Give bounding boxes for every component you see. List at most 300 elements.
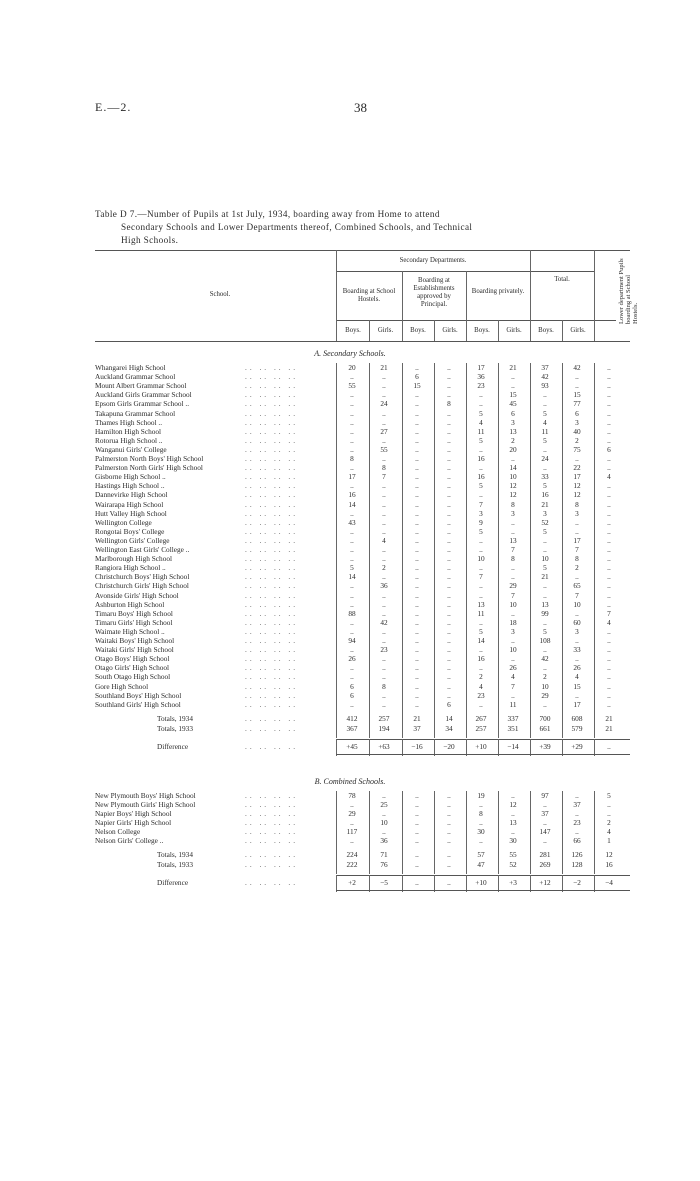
cell-value: 10: [541, 554, 549, 564]
cell-value: 16: [605, 860, 613, 870]
cell-value: +2: [348, 878, 356, 888]
cell-value: ..: [415, 636, 419, 645]
school-name: Auckland Girls Grammar School: [95, 390, 192, 400]
school-name: Waitaki Girls' High School: [95, 645, 174, 655]
cell-value: ..: [575, 526, 579, 536]
school-name: Wairarapa High School: [95, 499, 164, 509]
cell-value: ..: [543, 818, 547, 828]
cell-value: +12: [539, 878, 551, 888]
cell-value: ..: [382, 508, 386, 518]
cell-value: ..: [415, 672, 419, 682]
cell-value: ..: [382, 490, 386, 500]
leader-dots: .. .. .. ..: [245, 790, 299, 800]
cell-value: ..: [607, 499, 611, 509]
cell-value: ..: [447, 636, 451, 645]
cell-value: 8: [575, 554, 579, 564]
school-name: Christchurch Boys' High School: [95, 572, 190, 582]
cell-value: 5: [607, 790, 611, 800]
cell-value: 224: [346, 850, 358, 860]
difference-row: [95, 878, 630, 888]
cell-value: ..: [350, 836, 354, 846]
table-row: [95, 700, 630, 710]
cell-value: 3: [479, 508, 483, 518]
cell-value: ..: [382, 626, 386, 636]
cell-value: 5: [543, 408, 547, 418]
leader-dots: .. .. .. ..: [245, 608, 299, 618]
cell-value: 17: [348, 472, 356, 482]
leader-dots: .. .. .. ..: [245, 636, 299, 645]
cell-value: 60: [573, 617, 581, 627]
cell-value: ..: [350, 699, 354, 709]
cell-value: 108: [539, 636, 551, 645]
cell-value: 351: [507, 723, 519, 733]
cell-value: 21: [413, 713, 421, 723]
cell-value: ..: [415, 809, 419, 818]
cell-value: −16: [411, 741, 423, 751]
cell-value: ..: [350, 590, 354, 600]
cell-value: 93: [541, 381, 549, 391]
leader-dots: .. .. .. ..: [245, 363, 299, 372]
leader-dots: .. .. .. ..: [245, 809, 299, 818]
cell-value: ..: [575, 827, 579, 837]
cell-value: ..: [511, 572, 515, 582]
document-code: E.—2.: [95, 100, 132, 114]
cell-value: 4: [382, 535, 386, 545]
header-bottom-rule: [95, 341, 630, 342]
cell-value: ..: [511, 809, 515, 818]
cell-value: ..: [382, 790, 386, 800]
cell-value: ..: [607, 699, 611, 709]
cell-value: ..: [447, 381, 451, 391]
cell-value: ..: [415, 608, 419, 618]
cell-value: ..: [382, 526, 386, 536]
col-divider: [402, 791, 403, 875]
cell-value: 33: [541, 472, 549, 482]
cell-value: ..: [511, 790, 515, 800]
cell-value: ..: [350, 481, 354, 491]
leader-dots: .. .. .. ..: [245, 690, 299, 700]
leader-dots: .. .. .. ..: [245, 723, 299, 733]
cell-value: 6: [350, 681, 354, 691]
col-divider: [466, 791, 467, 875]
cell-value: 14: [348, 572, 356, 582]
cell-value: ..: [607, 390, 611, 400]
cell-value: 29: [348, 809, 356, 818]
cell-value: ..: [543, 545, 547, 554]
cell-value: ..: [575, 636, 579, 645]
cell-value: 14: [445, 713, 453, 723]
cell-value: 52: [509, 860, 517, 870]
cell-value: 10: [380, 818, 388, 828]
cell-value: ..: [382, 572, 386, 582]
cell-value: 19: [477, 790, 485, 800]
cell-value: ..: [350, 535, 354, 545]
caption-line-3: High Schools.: [121, 235, 179, 245]
cell-value: ..: [350, 390, 354, 400]
cell-value: ..: [607, 535, 611, 545]
cell-value: 23: [573, 818, 581, 828]
cell-value: ..: [479, 490, 483, 500]
cell-value: ..: [447, 481, 451, 491]
cell-value: ..: [415, 818, 419, 828]
cell-value: ..: [447, 563, 451, 573]
section-title: B. Combined Schools.: [314, 776, 386, 786]
cell-value: 42: [573, 363, 581, 372]
cell-value: ..: [350, 581, 354, 591]
leader-dots: .. .. .. ..: [245, 426, 299, 436]
cell-value: 3: [575, 626, 579, 636]
cell-value: 24: [380, 399, 388, 409]
cell-value: ..: [511, 454, 515, 463]
cell-value: ..: [382, 554, 386, 564]
cell-value: 10: [509, 645, 517, 655]
cell-value: ..: [447, 818, 451, 828]
school-name: South Otago High School: [95, 672, 171, 682]
cell-value: ..: [607, 626, 611, 636]
cell-value: ..: [415, 481, 419, 491]
cell-value: 2: [575, 563, 579, 573]
cell-value: ..: [447, 390, 451, 400]
caption-line-2: Secondary Schools and Lower Departments thereof, Combined Schools, and Technical: [121, 222, 473, 232]
school-name: Southland Boys' High School: [95, 690, 182, 700]
cell-value: 8: [575, 499, 579, 509]
cell-value: ..: [382, 599, 386, 609]
cell-value: ..: [350, 818, 354, 828]
cell-value: 7: [511, 681, 515, 691]
boarding-establishments-header: Boarding at Establishments approved by Principal.: [413, 277, 455, 308]
cell-value: ..: [447, 860, 451, 870]
school-name: Difference: [157, 741, 189, 751]
cell-value: ..: [479, 836, 483, 846]
cell-value: 4: [575, 672, 579, 682]
cell-value: 12: [509, 481, 517, 491]
cell-value: ..: [607, 381, 611, 391]
school-name: Rangiora High School ..: [95, 563, 166, 573]
cell-value: ..: [607, 681, 611, 691]
cell-value: ..: [415, 699, 419, 709]
cell-value: ..: [350, 417, 354, 427]
school-name: Whangarei High School: [95, 363, 166, 372]
cell-value: ..: [382, 435, 386, 445]
school-name: Otago Girls' High School: [95, 663, 170, 673]
cell-value: 3: [575, 417, 579, 427]
cell-value: ..: [415, 663, 419, 673]
lower-department-header: Lower department Pupils boarding at School Hostels.: [618, 258, 639, 324]
cell-value: 10: [509, 472, 517, 482]
cell-value: ..: [479, 463, 483, 473]
table-row: [95, 836, 630, 846]
cell-value: +39: [539, 741, 551, 751]
leader-dots: .. .. .. ..: [245, 663, 299, 673]
cell-value: 257: [475, 723, 487, 733]
difference-row: [95, 742, 630, 752]
cell-value: 29: [509, 581, 517, 591]
cell-value: 37: [573, 799, 581, 809]
cell-value: 99: [541, 608, 549, 618]
cell-value: ..: [415, 654, 419, 664]
cell-value: ..: [382, 381, 386, 391]
cell-value: 21: [541, 499, 549, 509]
boarding-hostels-header: Boarding at School Hostels.: [342, 288, 396, 303]
cell-value: ..: [543, 645, 547, 655]
school-name: Palmerston North Girls' High School: [95, 463, 203, 473]
cell-value: 14: [348, 499, 356, 509]
col-divider: [336, 791, 337, 875]
boys-header: Boys.: [345, 327, 361, 334]
cell-value: ..: [415, 617, 419, 627]
cell-value: 4: [607, 617, 611, 627]
cell-value: ..: [382, 417, 386, 427]
cell-value: ..: [607, 809, 611, 818]
cell-value: 5: [543, 435, 547, 445]
school-name: Epsom Girls Grammar School ..: [95, 399, 190, 409]
cell-value: ..: [447, 827, 451, 837]
cell-value: 21: [541, 572, 549, 582]
cell-value: 5: [479, 481, 483, 491]
cell-value: 13: [509, 426, 517, 436]
cell-value: ..: [447, 681, 451, 691]
school-name: New Plymouth Boys' High School: [95, 790, 196, 800]
cell-value: 11: [509, 699, 517, 709]
col-divider: [594, 250, 595, 341]
cell-value: ..: [447, 535, 451, 545]
cell-value: ..: [350, 617, 354, 627]
cell-value: 17: [573, 699, 581, 709]
cell-value: 16: [541, 490, 549, 500]
cell-value: ..: [543, 617, 547, 627]
cell-value: ..: [607, 408, 611, 418]
leader-dots: .. .. .. ..: [245, 590, 299, 600]
cell-value: 8: [479, 809, 483, 818]
leader-dots: .. .. .. ..: [245, 535, 299, 545]
cell-value: ..: [350, 526, 354, 536]
girls-header: Girls.: [506, 327, 522, 334]
cell-value: 15: [509, 390, 517, 400]
cell-value: ..: [607, 741, 611, 751]
cell-value: ..: [382, 809, 386, 818]
cell-value: ..: [479, 590, 483, 600]
cell-value: 11: [541, 426, 549, 436]
cell-value: 608: [571, 713, 583, 723]
school-name: Totals, 1933: [157, 723, 193, 733]
cell-value: 21: [509, 363, 517, 372]
leader-dots: .. .. .. ..: [245, 799, 299, 809]
difference-rule: [336, 875, 630, 876]
cell-value: 30: [477, 827, 485, 837]
school-name: Christchurch Girls' High School: [95, 581, 189, 591]
cell-value: 2: [607, 818, 611, 828]
cell-value: 21: [380, 363, 388, 372]
cell-value: 11: [477, 608, 485, 618]
cell-value: 661: [539, 723, 551, 733]
cell-value: ..: [415, 860, 419, 870]
cell-value: ..: [607, 554, 611, 564]
cell-value: ..: [415, 517, 419, 527]
cell-value: 8: [511, 554, 515, 564]
cell-value: ..: [382, 372, 386, 382]
cell-value: 7: [575, 590, 579, 600]
cell-value: ..: [575, 690, 579, 700]
cell-value: 4: [479, 417, 483, 427]
cell-value: 23: [477, 381, 485, 391]
cell-value: −14: [507, 741, 519, 751]
cell-value: −5: [380, 878, 388, 888]
cell-value: 5: [479, 626, 483, 636]
totals-row: [95, 714, 630, 724]
school-name: New Plymouth Girls' High School: [95, 799, 196, 809]
cell-value: 6: [447, 699, 451, 709]
cell-value: 2: [479, 672, 483, 682]
col-divider: [369, 791, 370, 875]
cell-value: ..: [382, 827, 386, 837]
cell-value: 12: [573, 490, 581, 500]
cell-value: ..: [415, 545, 419, 554]
leader-dots: .. .. .. ..: [245, 454, 299, 463]
leader-dots: .. .. .. ..: [245, 836, 299, 846]
cell-value: ..: [511, 827, 515, 837]
cell-value: ..: [382, 690, 386, 700]
cell-value: ..: [607, 526, 611, 536]
cell-value: ..: [607, 545, 611, 554]
cell-value: ..: [447, 626, 451, 636]
cell-value: ..: [511, 526, 515, 536]
leader-dots: .. .. .. ..: [245, 508, 299, 518]
col-divider: [369, 363, 370, 738]
cell-value: ..: [479, 617, 483, 627]
cell-value: 10: [509, 599, 517, 609]
cell-value: ..: [575, 372, 579, 382]
cell-value: 367: [346, 723, 358, 733]
leader-dots: .. .. .. ..: [245, 517, 299, 527]
cell-value: ..: [415, 463, 419, 473]
cell-value: 37: [541, 363, 549, 372]
leader-dots: .. .. .. ..: [245, 645, 299, 655]
cell-value: 147: [539, 827, 551, 837]
cell-value: 2: [575, 435, 579, 445]
cell-value: 40: [573, 426, 581, 436]
cell-value: 3: [511, 626, 515, 636]
cell-value: ..: [575, 809, 579, 818]
col-divider: [562, 791, 563, 875]
cell-value: 21: [605, 723, 613, 733]
col-divider: [530, 363, 531, 738]
cell-value: ..: [543, 799, 547, 809]
cell-value: 4: [607, 827, 611, 837]
cell-value: ..: [350, 399, 354, 409]
school-name: Napier Boys' High School: [95, 809, 172, 818]
cell-value: 2: [382, 563, 386, 573]
cell-value: ..: [511, 517, 515, 527]
cell-value: ..: [479, 444, 483, 454]
cell-value: ..: [447, 363, 451, 372]
cell-value: ..: [479, 799, 483, 809]
cell-value: ..: [511, 381, 515, 391]
secondary-dept-rule: [336, 271, 594, 272]
cell-value: ..: [543, 699, 547, 709]
cell-value: 12: [573, 481, 581, 491]
cell-value: ..: [382, 517, 386, 527]
cell-value: 5: [350, 563, 354, 573]
cell-value: 1: [607, 836, 611, 846]
cell-value: +45: [346, 741, 358, 751]
boarding-privately-header: Boarding privately.: [471, 288, 525, 295]
cell-value: 5: [479, 526, 483, 536]
cell-value: 52: [541, 517, 549, 527]
cell-value: ..: [543, 663, 547, 673]
cell-value: 26: [348, 654, 356, 664]
cell-value: 222: [346, 860, 358, 870]
cell-value: ..: [415, 572, 419, 582]
cell-value: 22: [573, 463, 581, 473]
col-divider: [434, 791, 435, 875]
cell-value: 5: [543, 626, 547, 636]
cell-value: ..: [575, 608, 579, 618]
cell-value: 27: [380, 426, 388, 436]
cell-value: ..: [447, 435, 451, 445]
cell-value: 88: [348, 608, 356, 618]
cell-value: 3: [511, 508, 515, 518]
cell-value: ..: [447, 850, 451, 860]
cell-value: 20: [348, 363, 356, 372]
cell-value: ..: [415, 878, 419, 888]
cell-value: 5: [543, 526, 547, 536]
cell-value: 4: [607, 472, 611, 482]
cell-value: ..: [415, 790, 419, 800]
leader-dots: .. .. .. ..: [245, 654, 299, 664]
cell-value: ..: [447, 372, 451, 382]
leader-dots: .. .. .. ..: [245, 860, 299, 870]
difference-rule: [336, 754, 630, 755]
cell-value: 25: [380, 799, 388, 809]
table-caption: [95, 208, 630, 247]
cell-value: 36: [380, 836, 388, 846]
col-divider: [530, 791, 531, 875]
cell-value: 5: [543, 481, 547, 491]
cell-value: 7: [479, 572, 483, 582]
cell-value: ..: [607, 481, 611, 491]
cell-value: 16: [348, 490, 356, 500]
school-name: Wellington Girls' College: [95, 535, 170, 545]
cell-value: 26: [573, 663, 581, 673]
school-name: Difference: [157, 878, 189, 888]
cell-value: ..: [415, 554, 419, 564]
cell-value: ..: [382, 699, 386, 709]
boys-header: Boys.: [474, 327, 490, 334]
cell-value: ..: [607, 590, 611, 600]
cell-value: 76: [380, 860, 388, 870]
cell-value: 24: [541, 454, 549, 463]
cell-value: 75: [573, 444, 581, 454]
cell-value: ..: [607, 636, 611, 645]
leader-dots: .. .. .. ..: [245, 545, 299, 554]
cell-value: ..: [607, 599, 611, 609]
cell-value: ..: [607, 363, 611, 372]
cell-value: ..: [415, 563, 419, 573]
cell-value: 4: [543, 417, 547, 427]
girls-header: Girls.: [377, 327, 394, 334]
cell-value: ..: [607, 490, 611, 500]
cell-value: 37: [413, 723, 421, 733]
school-name: Mount Albert Grammar School: [95, 381, 187, 391]
cell-value: 9: [479, 517, 483, 527]
cell-value: ..: [607, 463, 611, 473]
school-name: Gisborne High School ..: [95, 472, 166, 482]
cell-value: ..: [479, 535, 483, 545]
cell-value: 10: [541, 681, 549, 691]
cell-value: ..: [607, 672, 611, 682]
cell-value: ..: [415, 535, 419, 545]
cell-value: 55: [348, 381, 356, 391]
